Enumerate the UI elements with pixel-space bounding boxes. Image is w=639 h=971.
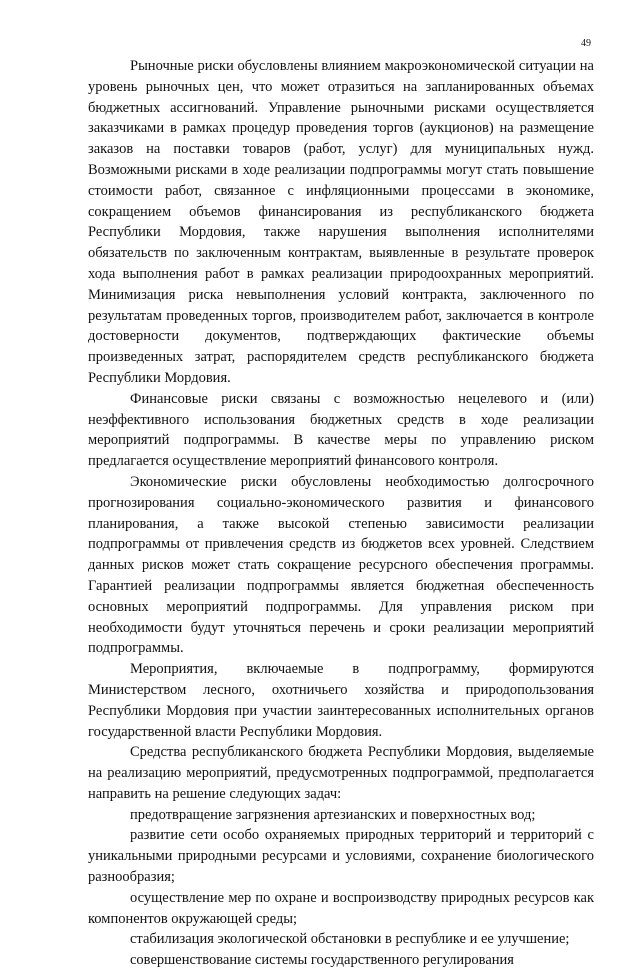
task-item: развитие сети особо охраняемых природных территорий и территорий с уникальными природными ресурсами и условиями, сохранение биологического разнообразия;	[88, 827, 594, 886]
task-item: предотвращение загрязнения артезианских и поверхностных вод;	[130, 806, 536, 823]
paragraph-financial-risks: Финансовые риски связаны с возможностью нецелевого и (или) неэффективного использования бюджетных средств в ходе реализации мероприятий подпрограммы. В качестве меры по управлению риском предлагается осуществление мероприятий финансового контроля.	[88, 390, 594, 470]
body-text	[88, 56, 594, 971]
task-item-continued: совершенствование системы государственного регулирования	[130, 952, 514, 969]
paragraph-economic-risks: Экономические риски обусловлены необходимостью долгосрочного прогнозирования социально-экономического развития и финансового планирования, а также высокой степенью зависимости реализации подпрограммы от привлечения средств из бюджетов всех уровней. Следствием данных рисков может стать сокращение ресурсного обеспечения программы. Гарантией реализации подпрограммы является бюджетная обеспеченность основных мероприятий подпрограммы. Для управления риском при необходимости будут уточняться перечень и сроки реализации мероприятий подпрограммы.	[88, 473, 594, 657]
task-item: осуществление мер по охране и воспроизводству природных ресурсов как компонентов окружающей среды;	[88, 889, 594, 927]
paragraph-budget-funds: Средства республиканского бюджета Республики Мордовия, выделяемые на реализацию мероприятий, предусмотренных подпрограммой, предполагается направить на решение следующих задач:	[88, 744, 594, 802]
page-number: 49	[581, 38, 591, 49]
paragraph-activities: Мероприятия, включаемые в подпрограмму, формируются Министерством лесного, охотничьего хозяйства и природопользования Республики Мордовия при участии заинтересованных исполнительных органов государственной власти Республики Мордовия.	[88, 661, 594, 740]
task-item: стабилизация экологической обстановки в республике и ее улучшение;	[130, 931, 570, 948]
paragraph-market-risks: Рыночные риски обусловлены влиянием макроэкономической ситуации на уровень рыночных цен, что может отразиться на запланированных объемах бюджетных ассигнований. Управление рыночными рисками осуществляется заказчиками в рамках процедур проведения торгов (аукционов) на размещение заказов на поставки товаров (работ, услуг) для муниципальных нужд. Возможными рисками в ходе реализации подпрограммы могут стать повышение стоимости работ, связанное с инфляционными процессами в экономике, сокращением объемов финансирования из республиканского бюджета Республики Мордовия, также нарушения выполнения исполнителями обязательств по заключенным контрактам, выявленные в результате проверок хода выполнения работ в рамках реализации природоохранных мероприятий. Минимизация риска невыполнения условий контракта, заключенного по результатам проведенных торгов, производителем работ, заключается в контроле достоверности документов, подтверждающих фактические объемы произведенных затрат, распорядителем средств республиканского бюджета Республики Мордовия.	[88, 58, 594, 386]
